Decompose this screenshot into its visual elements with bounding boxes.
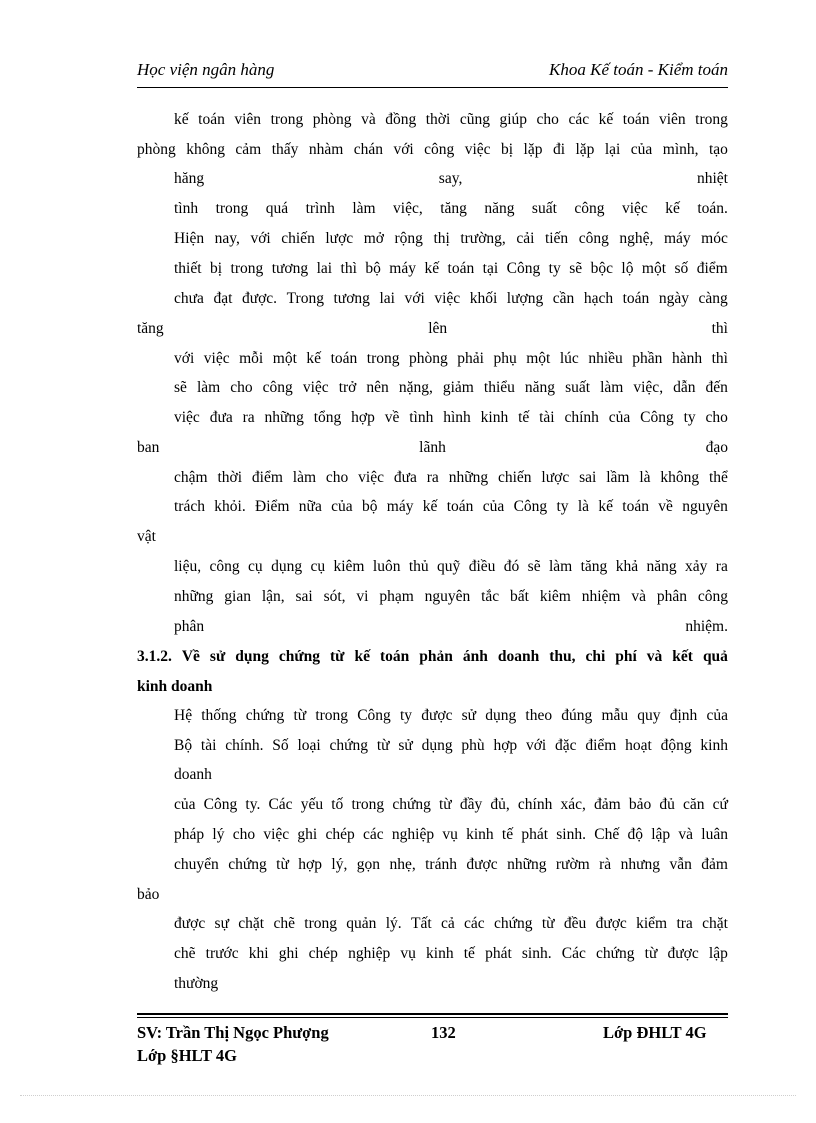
text-line-spread <box>174 169 728 189</box>
text-line: trách khỏi. Điểm nữa của bộ máy kế toán của Công ty là kế toán về nguyên <box>174 498 728 515</box>
text-line: với việc mỗi một kế toán trong phòng phải phụ một lúc nhiều phần hành thì <box>174 350 728 367</box>
page-number: 132 <box>431 1023 456 1042</box>
section-heading: 3.1.2. Về sử dụng chứng từ kế toán phản ánh doanh thu, chi phí và kết quả <box>137 648 728 665</box>
text-line: chưa đạt được. Trong tương lai với việc khối lượng cần hạch toán ngày càng <box>174 290 728 307</box>
text-line: Hệ thống chứng từ trong Công ty được sử dụng theo đúng mẫu quy định của <box>174 707 728 724</box>
word: thì <box>711 320 728 337</box>
section-heading-cont: kinh doanh <box>137 678 213 695</box>
text-line: của Công ty. Các yếu tố trong chứng từ đầy đủ, chính xác, đảm bảo đủ căn cứ <box>174 796 728 813</box>
text-line: tình trong quá trình làm việc, tăng năng suất công việc kế toán. <box>174 200 728 217</box>
page-bottom-border <box>20 1095 796 1096</box>
word: phân <box>174 618 205 635</box>
footer-class: Lớp ĐHLT 4G <box>603 1023 707 1042</box>
footer-student: SV: Trần Thị Ngọc Phượng <box>137 1023 329 1042</box>
footer-rule-thin <box>137 1017 728 1018</box>
word: lên <box>428 320 448 337</box>
text-line-spread <box>174 617 728 637</box>
word: tăng <box>137 320 164 337</box>
text-line: bảo <box>137 886 160 903</box>
word: ban <box>137 439 160 456</box>
header-institution: Học viện ngân hàng <box>137 60 275 79</box>
word: say, <box>438 170 463 187</box>
word: nhiệm. <box>685 618 728 635</box>
word: hăng <box>174 170 205 187</box>
text-line: những gian lận, sai sót, vi phạm nguyên tắc bất kiêm nhiệm và phân công <box>174 588 728 605</box>
text-line: sẽ làm cho công việc trở nên nặng, giảm thiểu năng suất làm việc, dẫn đến <box>174 379 728 396</box>
text-line: doanh <box>174 766 212 783</box>
text-line: kế toán viên trong phòng và đồng thời cũng giúp cho các kế toán viên trong <box>174 111 728 128</box>
header-rule <box>137 87 728 88</box>
text-line: Bộ tài chính. Số loại chứng từ sử dụng phù hợp với đặc điểm hoạt động kinh <box>174 737 728 754</box>
text-line: chẽ trước khi ghi chép nghiệp vụ kinh tế phát sinh. Các chứng từ được lập <box>174 945 728 962</box>
text-line: Hiện nay, với chiến lược mở rộng thị trường, cải tiến công nghệ, máy móc <box>174 230 728 247</box>
text-line: phòng không cảm thấy nhàm chán với công việc bị lặp đi lặp lại của mình, tạo <box>137 141 728 158</box>
text-line-spread <box>137 438 728 458</box>
text-line: liệu, công cụ dụng cụ kiêm luôn thủ quỹ điều đó sẽ làm tăng khả năng xảy ra <box>174 558 728 575</box>
header-department: Khoa Kế toán - Kiểm toán <box>549 60 728 79</box>
footer-class-legacy: Lớp §HLT 4G <box>137 1046 237 1065</box>
text-line: việc đưa ra những tổng hợp về tình hình kinh tế tài chính của Công ty cho <box>174 409 728 426</box>
footer-rule <box>137 1013 728 1015</box>
text-line-spread <box>137 319 728 339</box>
word: nhiệt <box>696 170 728 187</box>
text-line: pháp lý cho việc ghi chép các nghiệp vụ kinh tế phát sinh. Chế độ lập và luân <box>174 826 728 843</box>
word: lãnh <box>419 439 446 456</box>
text-line: thường <box>174 975 219 992</box>
text-line: được sự chặt chẽ trong quản lý. Tất cả các chứng từ đều được kiểm tra chặt <box>174 915 728 932</box>
text-line: thiết bị trong tương lai thì bộ máy kế toán tại Công ty sẽ bộc lộ một số điểm <box>174 260 728 277</box>
text-line: chuyển chứng từ hợp lý, gọn nhẹ, tránh được những rườm rà nhưng vẫn đảm <box>174 856 728 873</box>
text-line: vật <box>137 528 156 545</box>
text-line: chậm thời điểm làm cho việc đưa ra những chiến lược sai lầm là không thể <box>174 469 728 486</box>
word: đạo <box>705 439 728 456</box>
